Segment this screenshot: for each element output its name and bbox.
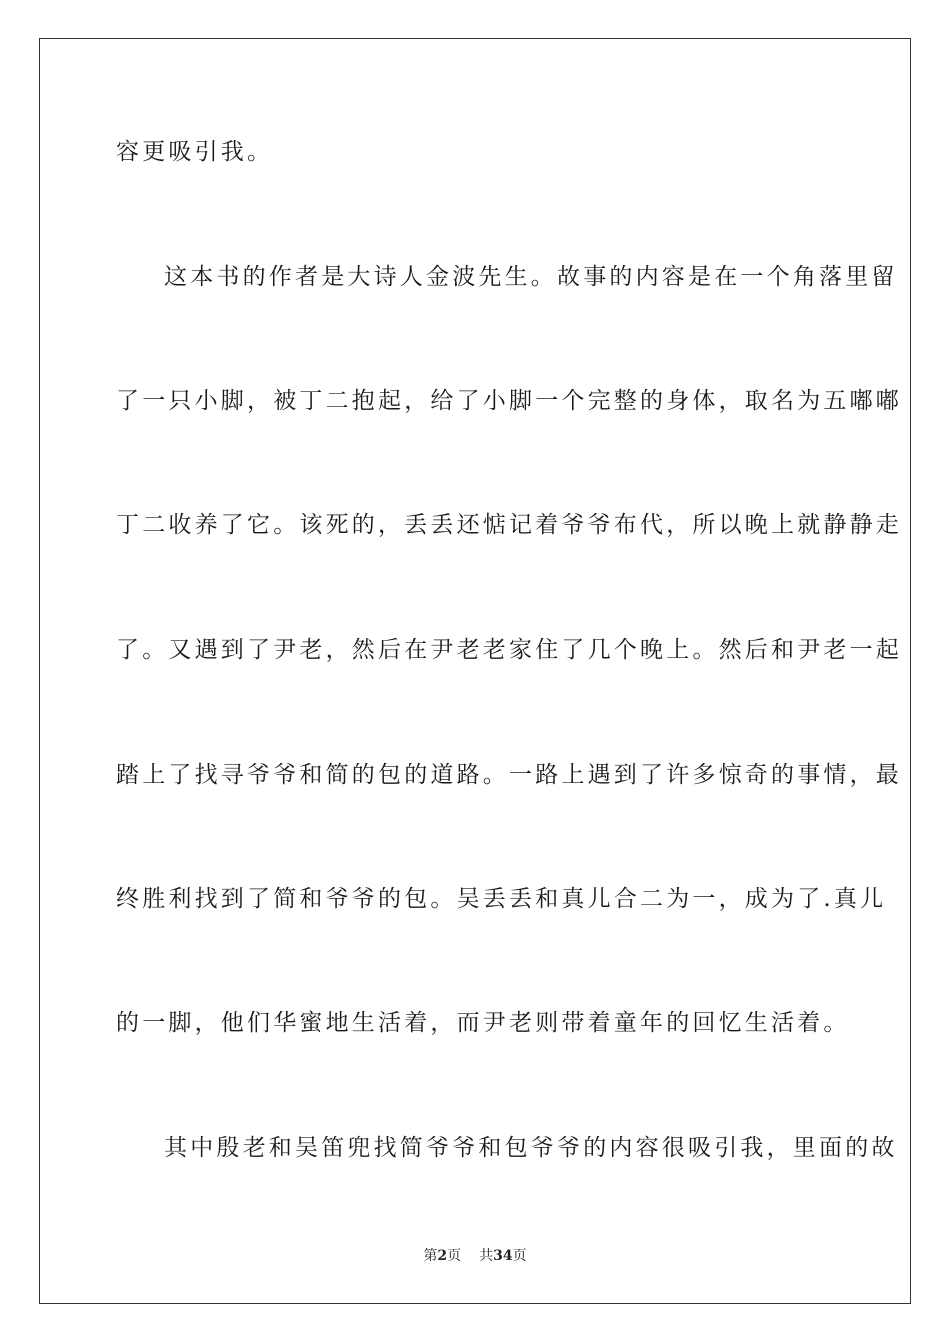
- text-line-6: 踏上了找寻爷爷和简的包的道路。一路上遇到了许多惊奇的事情，最: [116, 762, 902, 788]
- total-label-prefix: 共: [479, 1248, 494, 1264]
- text-line-3: 了一只小脚，被丁二抱起，给了小脚一个完整的身体，取名为五嘟嘟: [116, 388, 902, 414]
- total-pages: 34: [493, 1248, 513, 1264]
- page-label-prefix: 第: [423, 1248, 438, 1264]
- paragraph-start-line-2: 其中殷老和吴笛兜找简爷爷和包爷爷的内容很吸引我，里面的故: [164, 1135, 898, 1161]
- text-line-5: 了。又遇到了尹老，然后在尹老老家住了几个晚上。然后和尹老一起: [116, 637, 902, 663]
- text-line-8: 的一脚，他们华蜜地生活着，而尹老则带着童年的回忆生活着。: [116, 1010, 850, 1036]
- total-label-suffix: 页: [512, 1248, 527, 1264]
- text-line-4: 丁二收养了它。该死的，丢丢还惦记着爷爷布代，所以晚上就静静走: [116, 512, 902, 538]
- page-footer: [0, 1246, 950, 1266]
- page-label-suffix: 页: [447, 1248, 462, 1264]
- page-border: [39, 38, 911, 1304]
- page-number: 2: [437, 1248, 448, 1264]
- paragraph-start-line: 这本书的作者是大诗人金波先生。故事的内容是在一个角落里留: [164, 264, 898, 290]
- text-line-1: 容更吸引我。: [116, 139, 274, 165]
- text-line-7: 终胜利找到了简和爷爷的包。吴丢丢和真儿合二为一，成为了.真儿: [116, 886, 887, 912]
